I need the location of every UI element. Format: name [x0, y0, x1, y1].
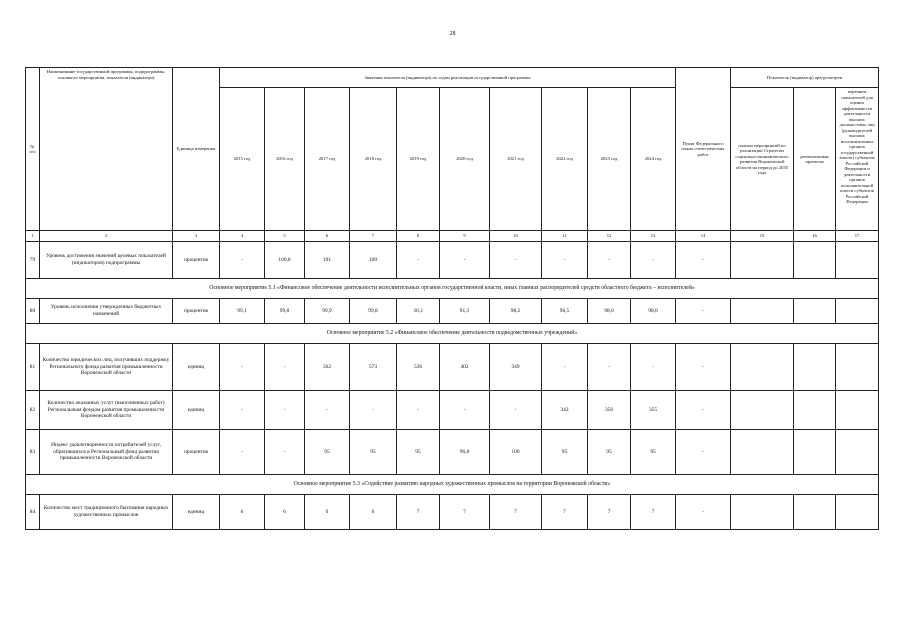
table-row: [26, 391, 879, 430]
value-cell: 96,8: [440, 430, 490, 475]
value-cell: -: [440, 391, 490, 430]
evaluation-cell: [836, 391, 879, 430]
page-number: 28: [449, 31, 456, 37]
unit-cell: единиц: [173, 391, 220, 430]
header-year: 2024 год: [631, 88, 676, 231]
unit-cell: единиц: [173, 495, 220, 530]
value-cell: -: [220, 344, 265, 391]
value-cell: 342: [542, 391, 588, 430]
value-cell: 6: [220, 495, 265, 530]
indicators-table: [25, 67, 879, 530]
evaluation-cell: [836, 242, 879, 279]
unit-cell: процентов: [173, 430, 220, 475]
value-cell: -: [265, 430, 305, 475]
header-year: 2017 год: [305, 88, 350, 231]
section-title: Основное мероприятие 5.3 «Содействие развитию народных художественных промыслов на территории Воронежской области»: [26, 475, 879, 495]
value-cell: -: [588, 344, 631, 391]
evaluation-cell: [836, 299, 879, 324]
value-cell: 562: [305, 344, 350, 391]
section-title: Основное мероприятие 5.1 «Финансовое обеспечение деятельности исполнительных органов государственной власти, иных главных распорядителей средств областного бюджета – исполнителей»: [26, 279, 879, 299]
column-number: 13: [631, 231, 676, 242]
value-cell: 7: [440, 495, 490, 530]
regional-project-cell: [794, 430, 836, 475]
regional-project-cell: [794, 242, 836, 279]
row-number: 81: [26, 344, 40, 391]
column-number: 12: [588, 231, 631, 242]
header-no: № п/п: [26, 68, 40, 231]
value-cell: -: [397, 242, 440, 279]
value-cell: 99,8: [265, 299, 305, 324]
federal-plan-cell: -: [676, 495, 731, 530]
header-year: 2016 год: [265, 88, 305, 231]
column-numbers-row: [26, 231, 879, 242]
column-number: 10: [490, 231, 542, 242]
header-unit: Единица измерения: [173, 68, 220, 231]
table-row: [26, 299, 879, 324]
value-cell: 7: [490, 495, 542, 530]
value-cell: -: [265, 391, 305, 430]
value-cell: -: [265, 344, 305, 391]
regional-project-cell: [794, 391, 836, 430]
evaluation-cell: [836, 344, 879, 391]
indicator-name: Количество мест традиционного бытования народных художественных промыслов: [40, 495, 173, 530]
section-title: Основное мероприятие 5.2 «Финансовое обеспечение деятельности подведомственных учреждений»: [26, 324, 879, 344]
value-cell: 99,1: [220, 299, 265, 324]
value-cell: -: [397, 391, 440, 430]
column-number: 16: [794, 231, 836, 242]
evaluation-cell: [836, 430, 879, 475]
header-year: 2021 год: [490, 88, 542, 231]
indicator-name: Количество оказанных услуг (выполненных работ) Региональным фондом развития промышленности Воронежской области: [40, 391, 173, 430]
header-evaluation: перечнем показателей для оценки эффективности деятельности высших должностных лиц (руководителей высших исполнительных органов государственной власти) субъектов Российской Федерации и деятельности органов исполнительной власти субъектов Российской Федерации: [836, 88, 879, 231]
row-number: 79: [26, 242, 40, 279]
strategy-cell: [731, 299, 794, 324]
value-cell: 7: [542, 495, 588, 530]
header-year: 2019 год: [397, 88, 440, 231]
column-number: 3: [173, 231, 220, 242]
value-cell: 95: [397, 430, 440, 475]
value-cell: 100: [490, 430, 542, 475]
federal-plan-cell: -: [676, 344, 731, 391]
value-cell: -: [350, 391, 397, 430]
column-number: 2: [40, 231, 173, 242]
value-cell: -: [220, 391, 265, 430]
row-number: 82: [26, 391, 40, 430]
value-cell: 95: [350, 430, 397, 475]
regional-project-cell: [794, 299, 836, 324]
column-number: 17: [836, 231, 879, 242]
row-number: 84: [26, 495, 40, 530]
header-year: 2018 год: [350, 88, 397, 231]
column-number: 5: [265, 231, 305, 242]
column-number: 7: [350, 231, 397, 242]
unit-cell: процентов: [173, 242, 220, 279]
indicator-name: Уровень достижения значений целевых показателей (индикаторов) подпрограммы: [40, 242, 173, 279]
value-cell: 95: [542, 430, 588, 475]
value-cell: -: [490, 242, 542, 279]
table-row: [26, 344, 879, 391]
value-cell: 99,8: [350, 299, 397, 324]
value-cell: -: [490, 391, 542, 430]
value-cell: 98,0: [631, 299, 676, 324]
column-number: 15: [731, 231, 794, 242]
value-cell: 95: [305, 430, 350, 475]
value-cell: 98,0: [588, 299, 631, 324]
value-cell: -: [631, 344, 676, 391]
unit-cell: единиц: [173, 344, 220, 391]
section-row: [26, 324, 879, 344]
table-row: [26, 495, 879, 530]
strategy-cell: [731, 242, 794, 279]
value-cell: -: [305, 391, 350, 430]
column-number: 6: [305, 231, 350, 242]
section-row: [26, 475, 879, 495]
value-cell: 30,3: [397, 299, 440, 324]
value-cell: 96,5: [542, 299, 588, 324]
federal-plan-cell: -: [676, 299, 731, 324]
column-number: 14: [676, 231, 731, 242]
column-number: 9: [440, 231, 490, 242]
indicator-name: Индекс удовлетворенности потребителей услуг, обратившихся в Региональный фонд развития промышленности Воронежской области: [40, 430, 173, 475]
header-year: 2023 год: [588, 88, 631, 231]
column-number: 1: [26, 231, 40, 242]
header-year: 2020 год: [440, 88, 490, 231]
indicator-name: Уровень исполнения утвержденных бюджетных назначений: [40, 299, 173, 324]
federal-plan-cell: -: [676, 391, 731, 430]
value-cell: -: [631, 242, 676, 279]
value-cell: 402: [440, 344, 490, 391]
table-row: [26, 242, 879, 279]
value-cell: -: [220, 430, 265, 475]
regional-project-cell: [794, 344, 836, 391]
indicator-name: Количество юридических лиц, получивших поддержку Регионального фонда развития промышленности Воронежской области: [40, 344, 173, 391]
federal-plan-cell: -: [676, 242, 731, 279]
value-cell: 91,3: [440, 299, 490, 324]
column-number: 4: [220, 231, 265, 242]
value-cell: 6: [265, 495, 305, 530]
row-number: 83: [26, 430, 40, 475]
value-cell: 573: [350, 344, 397, 391]
header-indicator-group: Показатель (индикатор) предусмотрен: [731, 68, 879, 88]
value-cell: -: [440, 242, 490, 279]
value-cell: 7: [588, 495, 631, 530]
value-cell: 536: [397, 344, 440, 391]
value-cell: -: [588, 242, 631, 279]
value-cell: 95: [588, 430, 631, 475]
strategy-cell: [731, 391, 794, 430]
value-cell: 98,2: [490, 299, 542, 324]
strategy-cell: [731, 430, 794, 475]
header-federal-plan: Пункт Федерального плана статистических работ: [676, 68, 731, 231]
strategy-cell: [731, 344, 794, 391]
header-regional-project: региональным проектом: [794, 88, 836, 231]
header-year: 2022 год: [542, 88, 588, 231]
value-cell: 7: [631, 495, 676, 530]
value-cell: -: [220, 242, 265, 279]
evaluation-cell: [836, 495, 879, 530]
value-cell: 356: [588, 391, 631, 430]
unit-cell: процентов: [173, 299, 220, 324]
section-row: [26, 279, 879, 299]
header-values-group: Значения показателя (индикатора) по годам реализации государственной программы: [220, 68, 676, 88]
value-cell: 6: [350, 495, 397, 530]
value-cell: 95: [631, 430, 676, 475]
federal-plan-cell: -: [676, 430, 731, 475]
table-row: [26, 430, 879, 475]
value-cell: 100: [350, 242, 397, 279]
value-cell: -: [542, 242, 588, 279]
value-cell: -: [542, 344, 588, 391]
value-cell: 7: [397, 495, 440, 530]
header-year: 2015 год: [220, 88, 265, 231]
strategy-cell: [731, 495, 794, 530]
value-cell: 349: [490, 344, 542, 391]
header-name: Наименование государственной программы, подпрограммы, основного мероприятия, показателя (индикатора): [40, 68, 173, 231]
value-cell: 6: [305, 495, 350, 530]
value-cell: 100,8: [265, 242, 305, 279]
column-number: 11: [542, 231, 588, 242]
column-number: 8: [397, 231, 440, 242]
value-cell: 355: [631, 391, 676, 430]
value-cell: 101: [305, 242, 350, 279]
regional-project-cell: [794, 495, 836, 530]
row-number: 80: [26, 299, 40, 324]
header-strategy: планом мероприятий по реализации Стратегии социально-экономического развития Воронежской области на период до 2035 года: [731, 88, 794, 231]
value-cell: 99,9: [305, 299, 350, 324]
header-row-1: [26, 68, 879, 88]
